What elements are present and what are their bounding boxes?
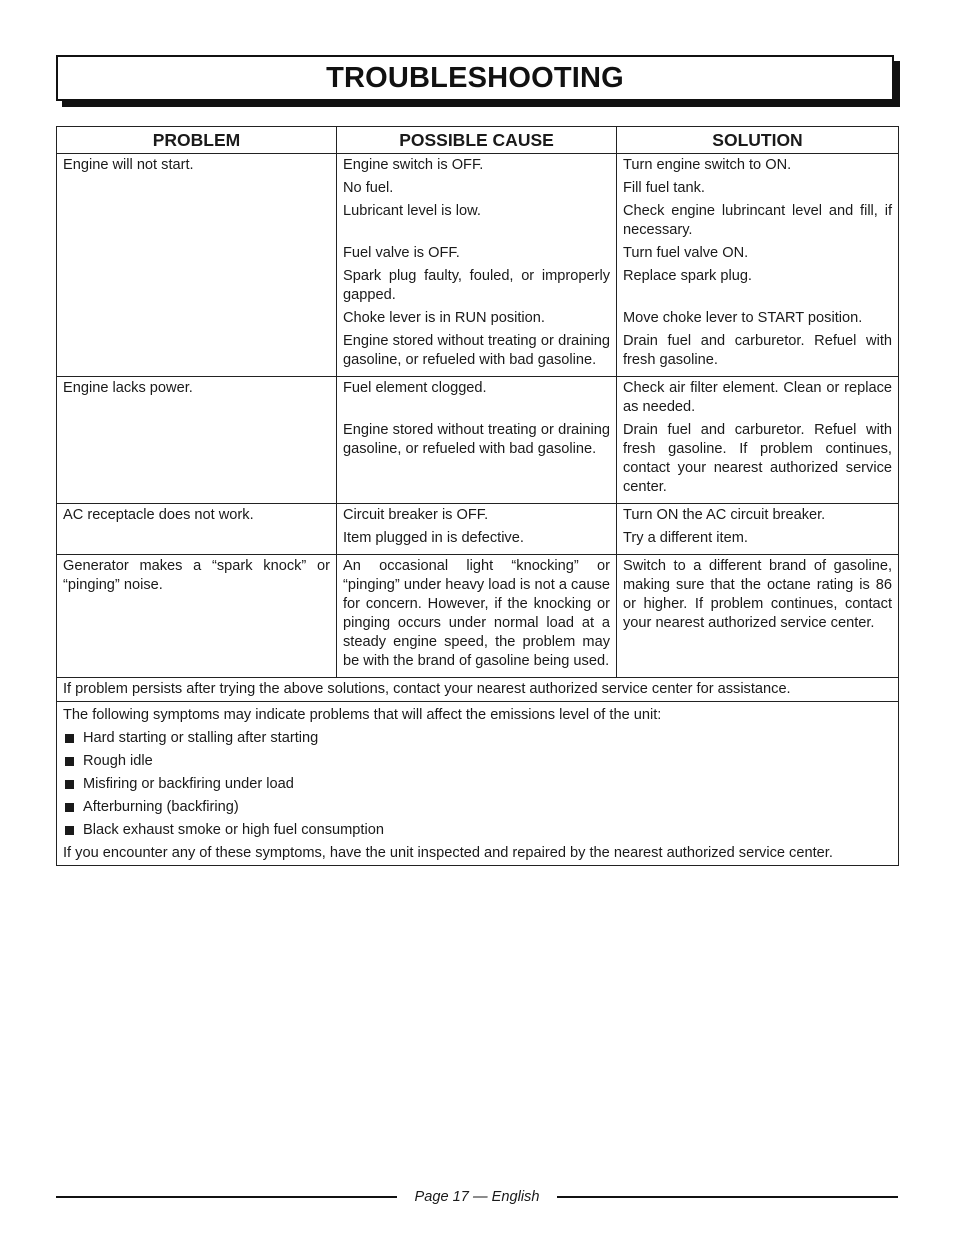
- list-item: [63, 798, 892, 817]
- page-title-box: [56, 55, 894, 101]
- cause-text: Engine stored without treating or draining gasoline, or refueled with bad gasoline.: [343, 422, 610, 457]
- table-row: [57, 377, 899, 504]
- solution-text: Check air filter element. Clean or replace as needed.: [623, 380, 892, 415]
- table-row: [57, 555, 899, 678]
- cause-cell: [337, 555, 617, 678]
- cause-text: Circuit breaker is OFF.: [343, 507, 489, 523]
- solution-text: Drain fuel and carburetor. Refuel with fresh gasoline.: [623, 333, 892, 368]
- symptom-text: Misfiring or backfiring under load: [83, 776, 294, 792]
- cause-text: Fuel valve is OFF.: [343, 245, 460, 261]
- table-header-row: [57, 127, 899, 154]
- list-item: [63, 752, 892, 771]
- cause-text: Engine stored without treating or draining gasoline, or refueled with bad gasoline.: [343, 333, 610, 368]
- problem-text: Engine lacks power.: [63, 380, 193, 396]
- solution-text: Drain fuel and carburetor. Refuel with fresh gasoline. If problem continues, contact your nearest authorized service center.: [623, 422, 892, 495]
- problem-text: Engine will not start.: [63, 157, 194, 173]
- solution-text: Switch to a different brand of gasoline, making sure that the octane rating is 86 or higher. If problem continues, contact your nearest authorized service center.: [623, 558, 892, 631]
- troubleshooting-table: [56, 126, 899, 866]
- table-row-persist-note: [57, 678, 899, 702]
- symptom-text: Rough idle: [83, 753, 153, 769]
- cause-text: No fuel.: [343, 180, 394, 196]
- list-item: [63, 775, 892, 794]
- cause-text: An occasional light “knocking” or “pinging” under heavy load is not a cause for concern. However, if the knocking or pinging occurs under normal load at a steady engine speed, the problem may be with the brand of gasoline being used.: [343, 558, 610, 669]
- solution-text: Replace spark plug.: [623, 268, 752, 284]
- cause-text: Lubricant level is low.: [343, 203, 481, 219]
- solution-text: Turn fuel valve ON.: [623, 245, 749, 261]
- cause-text: Choke lever is in RUN position.: [343, 310, 545, 326]
- symptom-text: Hard starting or stalling after starting: [83, 730, 319, 746]
- problem-text: AC receptacle does not work.: [63, 507, 254, 523]
- solution-text: Try a different item.: [623, 530, 748, 546]
- symptom-text: Afterburning (backfiring): [83, 799, 239, 815]
- bullet-square-icon: [65, 734, 74, 743]
- solution-cell: [617, 504, 899, 555]
- solution-text: Check engine lubrincant level and fill, if necessary.: [623, 203, 892, 238]
- list-item: [63, 729, 892, 748]
- cause-cell: [337, 504, 617, 555]
- list-item: [63, 821, 892, 840]
- problem-cell: [57, 377, 337, 504]
- symptoms-intro: The following symptoms may indicate problems that will affect the emissions level of the unit:: [63, 707, 662, 723]
- page-number: Page 17 — English: [414, 1189, 540, 1205]
- problem-cell: [57, 504, 337, 555]
- bullet-square-icon: [65, 826, 74, 835]
- bullet-square-icon: [65, 803, 74, 812]
- problem-cell: [57, 555, 337, 678]
- problem-text: Generator makes a “spark knock” or “pinging” noise.: [63, 558, 330, 593]
- solution-cell: [617, 154, 899, 377]
- solution-cell: [617, 555, 899, 678]
- symptoms-outro: If you encounter any of these symptoms, have the unit inspected and repaired by the nearest authorized service center.: [63, 845, 833, 861]
- solution-text: Turn ON the AC circuit breaker.: [623, 507, 826, 523]
- footer-rule-right: [557, 1196, 898, 1198]
- persist-note-cell: [57, 678, 899, 702]
- footer-rule-left: [56, 1196, 397, 1198]
- solution-cell: [617, 377, 899, 504]
- cause-cell: [337, 154, 617, 377]
- cause-text: Item plugged in is defective.: [343, 530, 524, 546]
- bullet-square-icon: [65, 780, 74, 789]
- header-solution: SOLUTION: [617, 127, 899, 154]
- solution-text: Turn engine switch to ON.: [623, 157, 792, 173]
- header-problem: PROBLEM: [57, 127, 337, 154]
- page-title: TROUBLESHOOTING: [326, 61, 624, 94]
- solution-text: Fill fuel tank.: [623, 180, 705, 196]
- problem-cell: [57, 154, 337, 377]
- page-footer: [56, 1185, 898, 1209]
- symptom-text: Black exhaust smoke or high fuel consumption: [83, 822, 384, 838]
- table-row-symptoms: [57, 702, 899, 866]
- table-row: [57, 504, 899, 555]
- persist-note: If problem persists after trying the above solutions, contact your nearest authorized service center for assistance.: [63, 681, 791, 697]
- table-row: [57, 154, 899, 377]
- cause-text: Engine switch is OFF.: [343, 157, 484, 173]
- cause-text: Fuel element clogged.: [343, 380, 487, 396]
- cause-cell: [337, 377, 617, 504]
- symptoms-cell: [57, 702, 899, 866]
- header-possible-cause: POSSIBLE CAUSE: [337, 127, 617, 154]
- solution-text: Move choke lever to START position.: [623, 310, 863, 326]
- bullet-square-icon: [65, 757, 74, 766]
- cause-text: Spark plug faulty, fouled, or improperly gapped.: [343, 268, 610, 303]
